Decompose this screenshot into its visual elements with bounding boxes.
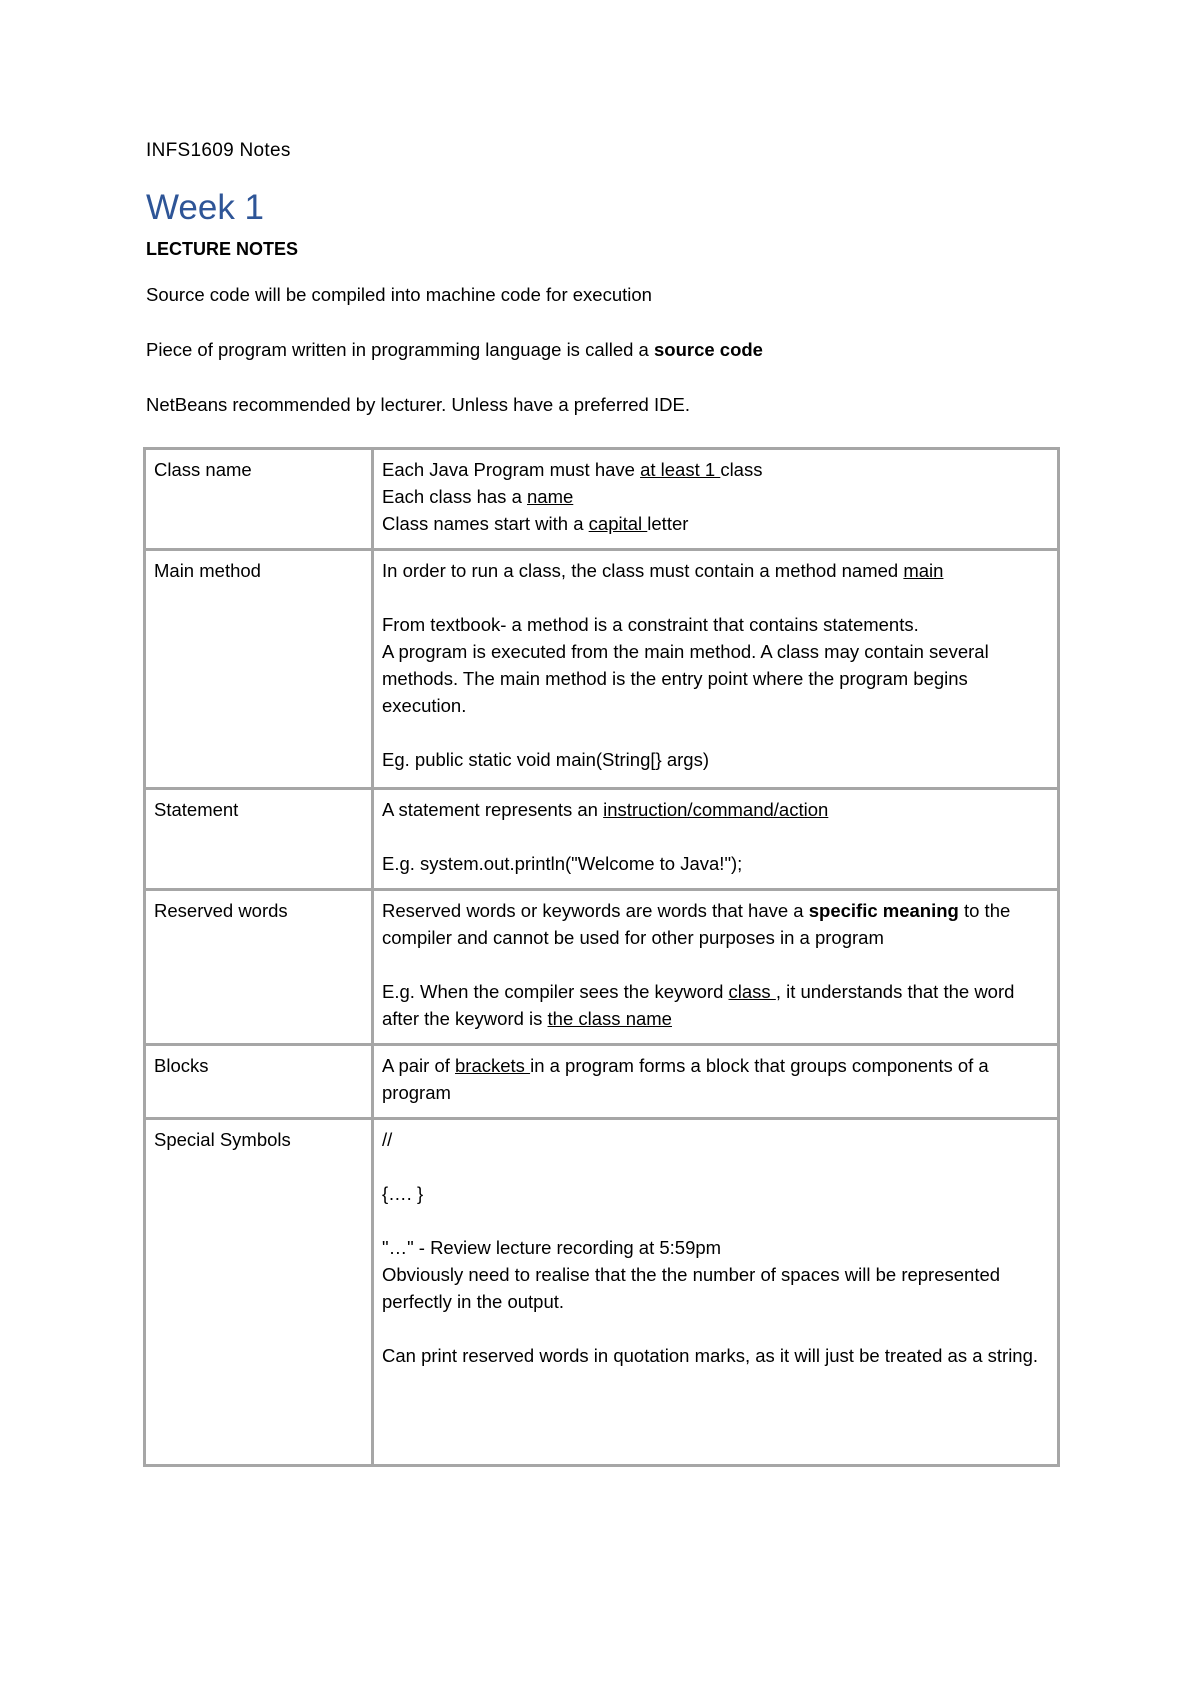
text-run: class [720, 459, 763, 480]
underlined-text: name [527, 486, 574, 507]
document-page [146, 140, 1060, 1366]
text-run: In order to run a class, the class must contain a method named [382, 560, 904, 581]
notes-table [143, 447, 1060, 1467]
definition-line: Eg. public static void main(String[} args) [382, 749, 709, 770]
paragraph-program-bold: source code [653, 338, 763, 360]
definition-line: Can print reserved words in quotation marks, as it will just be treated as a string. [382, 1345, 1039, 1366]
underlined-text: at least 1 [640, 459, 721, 480]
week-heading: Week 1 [146, 187, 265, 227]
paragraph-program-text: Piece of program written in programming language is called a [146, 338, 654, 360]
definition-line: // [382, 1129, 393, 1150]
paragraph-program [146, 338, 1060, 362]
table-row [145, 1045, 1059, 1119]
text-run: letter [647, 513, 689, 534]
text-run: Reserved words or keywords are words that have a [382, 900, 809, 921]
blank-line [382, 1207, 1049, 1234]
text-run: Class names start with a [382, 513, 589, 534]
term-cell: Special Symbols [145, 1119, 373, 1466]
definition-line [382, 483, 1049, 510]
underlined-text: class [728, 981, 776, 1002]
definition-cell [373, 449, 1059, 550]
definition-line: Obviously need to realise that the the number of spaces will be represented perfectly in the output. [382, 1264, 1001, 1312]
text-run: to the compiler and cannot be used for other purposes in a program [382, 900, 1011, 948]
definition-line [382, 456, 1049, 483]
definition-line [382, 510, 1049, 537]
table-row [145, 449, 1059, 550]
definition-line [382, 978, 1049, 1032]
blank-line [382, 719, 1049, 746]
table-row [145, 890, 1059, 1045]
definition-cell [373, 789, 1059, 890]
term-cell: Reserved words [145, 890, 373, 1045]
underlined-text: capital [588, 513, 648, 534]
text-run: Each Java Program must have [382, 459, 641, 480]
text-run: in a program forms a block that groups components of a program [382, 1055, 989, 1103]
definition-line: "…" - Review lecture recording at 5:59pm [382, 1237, 722, 1258]
underlined-text: main [903, 560, 944, 581]
definition-line: E.g. system.out.println("Welcome to Java!"); [382, 853, 743, 874]
blank-line [382, 823, 1049, 850]
definition-line: From textbook- a method is a constraint that contains statements. [382, 614, 919, 635]
underlined-text: the class name [547, 1008, 672, 1029]
table-row [145, 550, 1059, 789]
term-cell: Class name [145, 449, 373, 550]
paragraph-netbeans: NetBeans recommended by lecturer. Unless have a preferred IDE. [146, 393, 690, 415]
definition-line [382, 1052, 1049, 1106]
text-run: A statement represents an [382, 799, 604, 820]
blank-line [382, 584, 1049, 611]
definition-line: A program is executed from the main method. A class may contain several methods. The main method is the entry point where the program begins execution. [382, 641, 989, 716]
definition-line [382, 557, 1049, 584]
text-run: , it understands that the word after the keyword is [382, 981, 1015, 1029]
definition-cell [373, 1045, 1059, 1119]
text-run: A pair of [382, 1055, 456, 1076]
text-run: E.g. When the compiler sees the keyword [382, 981, 729, 1002]
bold-text: specific meaning [808, 900, 959, 921]
paragraph-source-code: Source code will be compiled into machine code for execution [146, 283, 652, 305]
term-cell: Blocks [145, 1045, 373, 1119]
definition-cell [373, 890, 1059, 1045]
blank-line [382, 1315, 1049, 1342]
definition-line [382, 796, 1049, 823]
term-cell: Statement [145, 789, 373, 890]
definition-line [382, 897, 1049, 951]
definition-cell [373, 1119, 1059, 1466]
lecture-notes-heading: LECTURE NOTES [146, 239, 299, 260]
underlined-text: brackets [455, 1055, 531, 1076]
blank-line [382, 951, 1049, 978]
table-row [145, 789, 1059, 890]
blank-line [382, 1153, 1049, 1180]
underlined-text: instruction/command/action [603, 799, 829, 820]
definition-line: {…. } [382, 1183, 424, 1204]
table-row [145, 1119, 1059, 1466]
document-header: INFS1609 Notes [146, 140, 291, 161]
text-run: Each class has a [382, 486, 527, 507]
term-cell: Main method [145, 550, 373, 789]
definition-cell [373, 550, 1059, 789]
